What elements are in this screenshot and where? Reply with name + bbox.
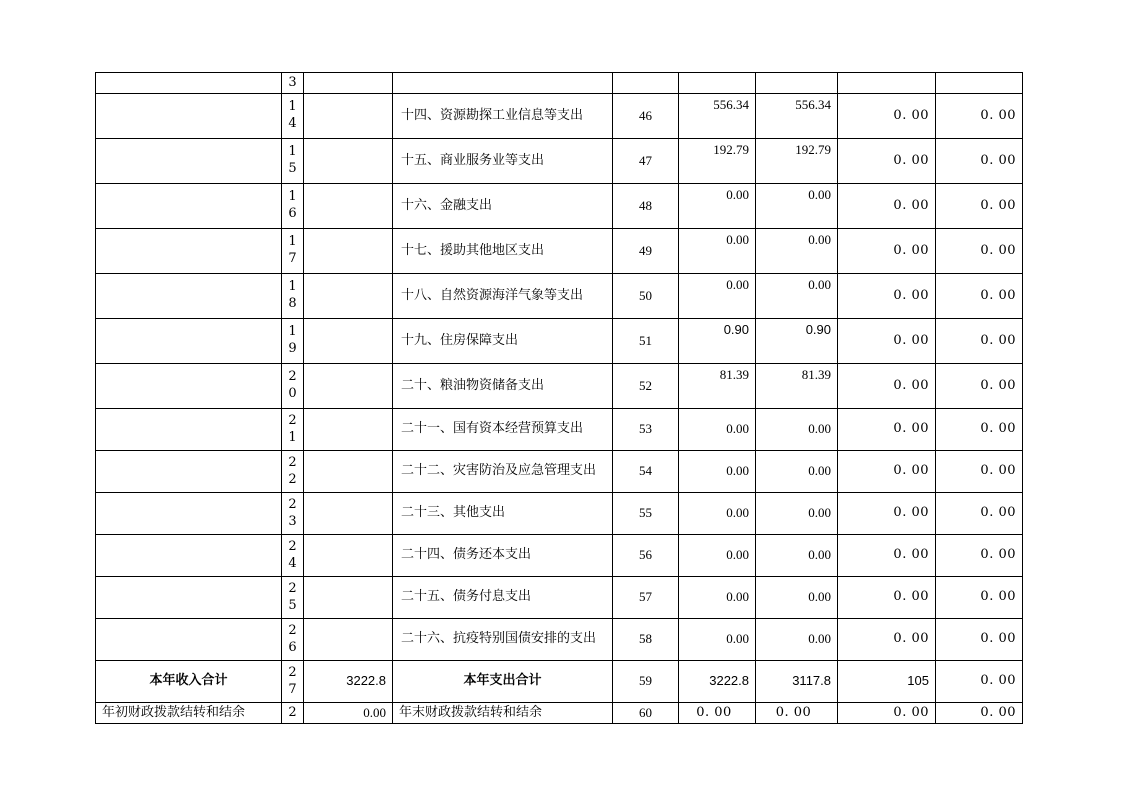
row-number-cell: 1 5 xyxy=(282,139,304,184)
row-number-cell: 2 5 xyxy=(282,577,304,619)
state-capital-cell: 0. 00 xyxy=(936,319,1023,364)
fund-budget-cell: 0. 00 xyxy=(838,493,936,535)
general-budget-cell: 556.34 xyxy=(756,94,838,139)
income-total-value: 3222.8 xyxy=(304,661,393,703)
income-value-cell xyxy=(304,319,393,364)
state-capital-cell: 0. 00 xyxy=(936,229,1023,274)
line-number-cell: 58 xyxy=(613,619,679,661)
income-value-cell xyxy=(304,274,393,319)
income-value-cell xyxy=(304,535,393,577)
line-number-cell: 48 xyxy=(613,184,679,229)
total-cell: 3222.8 xyxy=(679,661,756,703)
table-row xyxy=(96,451,1023,493)
row-number-cell: 2 0 xyxy=(282,364,304,409)
line-number-cell: 52 xyxy=(613,364,679,409)
income-label-cell xyxy=(96,619,282,661)
line-number-cell: 53 xyxy=(613,409,679,451)
total-cell: 0. 00 xyxy=(679,703,756,724)
row-number-cell: 1 4 xyxy=(282,94,304,139)
expense-carryover-label: 年末财政拨款结转和结余 xyxy=(393,703,613,724)
state-capital-cell: 0. 00 xyxy=(936,184,1023,229)
state-capital-cell: 0. 00 xyxy=(936,94,1023,139)
line-number-cell: 50 xyxy=(613,274,679,319)
income-value-cell xyxy=(304,577,393,619)
income-label-cell xyxy=(96,274,282,319)
row-number-cell: 1 8 xyxy=(282,274,304,319)
general-budget-cell: 0.00 xyxy=(756,535,838,577)
state-capital-cell: 0. 00 xyxy=(936,493,1023,535)
total-cell: 0.00 xyxy=(679,535,756,577)
row-number-cell: 2 3 xyxy=(282,493,304,535)
fund-budget-cell: 0. 00 xyxy=(838,535,936,577)
expense-label-cell: 十五、商业服务业等支出 xyxy=(393,139,613,184)
total-cell: 0.00 xyxy=(679,493,756,535)
expense-label-cell: 十六、金融支出 xyxy=(393,184,613,229)
line-number-cell: 56 xyxy=(613,535,679,577)
income-value-cell xyxy=(304,73,393,94)
income-value-cell xyxy=(304,184,393,229)
total-row xyxy=(96,661,1023,703)
general-budget-cell: 0.00 xyxy=(756,451,838,493)
state-capital-cell: 0. 00 xyxy=(936,703,1023,724)
fund-budget-cell: 0. 00 xyxy=(838,94,936,139)
general-budget-cell: 192.79 xyxy=(756,139,838,184)
income-value-cell xyxy=(304,493,393,535)
table-row-partial xyxy=(96,73,1023,94)
income-value-cell xyxy=(304,409,393,451)
total-cell xyxy=(679,73,756,94)
fund-budget-cell: 0. 00 xyxy=(838,184,936,229)
general-budget-cell: 0.00 xyxy=(756,229,838,274)
table-body xyxy=(96,73,1023,724)
expense-label-cell: 二十五、债务付息支出 xyxy=(393,577,613,619)
income-value-cell xyxy=(304,451,393,493)
line-number-cell: 60 xyxy=(613,703,679,724)
row-number-cell: 2 4 xyxy=(282,535,304,577)
general-budget-cell: 0.00 xyxy=(756,493,838,535)
budget-table xyxy=(95,72,1023,724)
general-budget-cell: 0.00 xyxy=(756,409,838,451)
row-number-cell: 1 7 xyxy=(282,229,304,274)
table-row xyxy=(96,319,1023,364)
fund-budget-cell: 0. 00 xyxy=(838,364,936,409)
expense-label-cell: 十四、资源勘探工业信息等支出 xyxy=(393,94,613,139)
general-budget-cell: 0.90 xyxy=(756,319,838,364)
fund-budget-cell: 0. 00 xyxy=(838,451,936,493)
income-label-cell xyxy=(96,409,282,451)
income-label-cell xyxy=(96,493,282,535)
total-cell: 0.00 xyxy=(679,577,756,619)
expense-label-cell: 二十二、灾害防治及应急管理支出 xyxy=(393,451,613,493)
income-value-cell xyxy=(304,364,393,409)
total-cell: 0.00 xyxy=(679,619,756,661)
income-total-label: 本年收入合计 xyxy=(96,661,282,703)
table-row xyxy=(96,493,1023,535)
line-number-cell: 54 xyxy=(613,451,679,493)
state-capital-cell: 0. 00 xyxy=(936,139,1023,184)
table-row xyxy=(96,184,1023,229)
table-row xyxy=(96,577,1023,619)
expense-label-cell: 二十四、债务还本支出 xyxy=(393,535,613,577)
income-label-cell xyxy=(96,73,282,94)
total-cell: 0.00 xyxy=(679,274,756,319)
row-number-cell: 3 xyxy=(282,73,304,94)
expense-label-cell: 二十三、其他支出 xyxy=(393,493,613,535)
income-value-cell xyxy=(304,139,393,184)
income-value-cell xyxy=(304,94,393,139)
table-row xyxy=(96,139,1023,184)
table-row xyxy=(96,409,1023,451)
fund-budget-cell: 0. 00 xyxy=(838,619,936,661)
line-number-cell: 59 xyxy=(613,661,679,703)
general-budget-cell xyxy=(756,73,838,94)
row-number-cell: 1 6 xyxy=(282,184,304,229)
state-capital-cell: 0. 00 xyxy=(936,661,1023,703)
general-budget-cell: 0.00 xyxy=(756,184,838,229)
state-capital-cell: 0. 00 xyxy=(936,451,1023,493)
fund-budget-cell: 0. 00 xyxy=(838,703,936,724)
state-capital-cell: 0. 00 xyxy=(936,619,1023,661)
expense-label-cell: 十七、援助其他地区支出 xyxy=(393,229,613,274)
expense-label-cell: 十八、自然资源海洋气象等支出 xyxy=(393,274,613,319)
fund-budget-cell: 0. 00 xyxy=(838,274,936,319)
row-number-cell: 2 2 xyxy=(282,451,304,493)
income-label-cell xyxy=(96,319,282,364)
state-capital-cell: 0. 00 xyxy=(936,535,1023,577)
total-cell: 0.00 xyxy=(679,451,756,493)
general-budget-cell: 3117.8 xyxy=(756,661,838,703)
line-number-cell xyxy=(613,73,679,94)
row-number-cell: 2 6 xyxy=(282,619,304,661)
carryover-row xyxy=(96,703,1023,724)
expense-label-cell xyxy=(393,73,613,94)
total-cell: 0.90 xyxy=(679,319,756,364)
state-capital-cell: 0. 00 xyxy=(936,364,1023,409)
income-value-cell xyxy=(304,619,393,661)
general-budget-cell: 0.00 xyxy=(756,577,838,619)
state-capital-cell: 0. 00 xyxy=(936,274,1023,319)
expense-label-cell: 二十一、国有资本经营预算支出 xyxy=(393,409,613,451)
state-capital-cell xyxy=(936,73,1023,94)
table-row xyxy=(96,274,1023,319)
fund-budget-cell: 105 xyxy=(838,661,936,703)
total-cell: 0.00 xyxy=(679,229,756,274)
income-value-cell xyxy=(304,229,393,274)
income-label-cell xyxy=(96,94,282,139)
row-number-cell: 2 1 xyxy=(282,409,304,451)
income-label-cell xyxy=(96,184,282,229)
fund-budget-cell: 0. 00 xyxy=(838,577,936,619)
total-cell: 556.34 xyxy=(679,94,756,139)
fund-budget-cell: 0. 00 xyxy=(838,139,936,184)
total-cell: 192.79 xyxy=(679,139,756,184)
line-number-cell: 47 xyxy=(613,139,679,184)
table-row xyxy=(96,94,1023,139)
general-budget-cell: 0.00 xyxy=(756,274,838,319)
general-budget-cell: 0.00 xyxy=(756,619,838,661)
income-label-cell xyxy=(96,139,282,184)
table-row xyxy=(96,619,1023,661)
income-carryover-value: 0.00 xyxy=(304,703,393,724)
row-number-cell: 2 7 xyxy=(282,661,304,703)
fund-budget-cell: 0. 00 xyxy=(838,229,936,274)
line-number-cell: 57 xyxy=(613,577,679,619)
income-label-cell xyxy=(96,577,282,619)
state-capital-cell: 0. 00 xyxy=(936,409,1023,451)
income-label-cell xyxy=(96,451,282,493)
general-budget-cell: 81.39 xyxy=(756,364,838,409)
income-label-cell xyxy=(96,364,282,409)
fund-budget-cell: 0. 00 xyxy=(838,319,936,364)
total-cell: 81.39 xyxy=(679,364,756,409)
table-row xyxy=(96,364,1023,409)
line-number-cell: 51 xyxy=(613,319,679,364)
income-label-cell xyxy=(96,229,282,274)
table-row xyxy=(96,229,1023,274)
expense-total-label: 本年支出合计 xyxy=(393,661,613,703)
row-number-cell: 2 xyxy=(282,703,304,724)
line-number-cell: 49 xyxy=(613,229,679,274)
expense-label-cell: 二十六、抗疫特别国债安排的支出 xyxy=(393,619,613,661)
line-number-cell: 55 xyxy=(613,493,679,535)
table-row xyxy=(96,535,1023,577)
state-capital-cell: 0. 00 xyxy=(936,577,1023,619)
income-carryover-label: 年初财政拨款结转和结余 xyxy=(96,703,282,724)
total-cell: 0.00 xyxy=(679,409,756,451)
row-number-cell: 1 9 xyxy=(282,319,304,364)
expense-label-cell: 二十、粮油物资储备支出 xyxy=(393,364,613,409)
expense-label-cell: 十九、住房保障支出 xyxy=(393,319,613,364)
line-number-cell: 46 xyxy=(613,94,679,139)
fund-budget-cell xyxy=(838,73,936,94)
fund-budget-cell: 0. 00 xyxy=(838,409,936,451)
income-label-cell xyxy=(96,535,282,577)
total-cell: 0.00 xyxy=(679,184,756,229)
general-budget-cell: 0. 00 xyxy=(756,703,838,724)
